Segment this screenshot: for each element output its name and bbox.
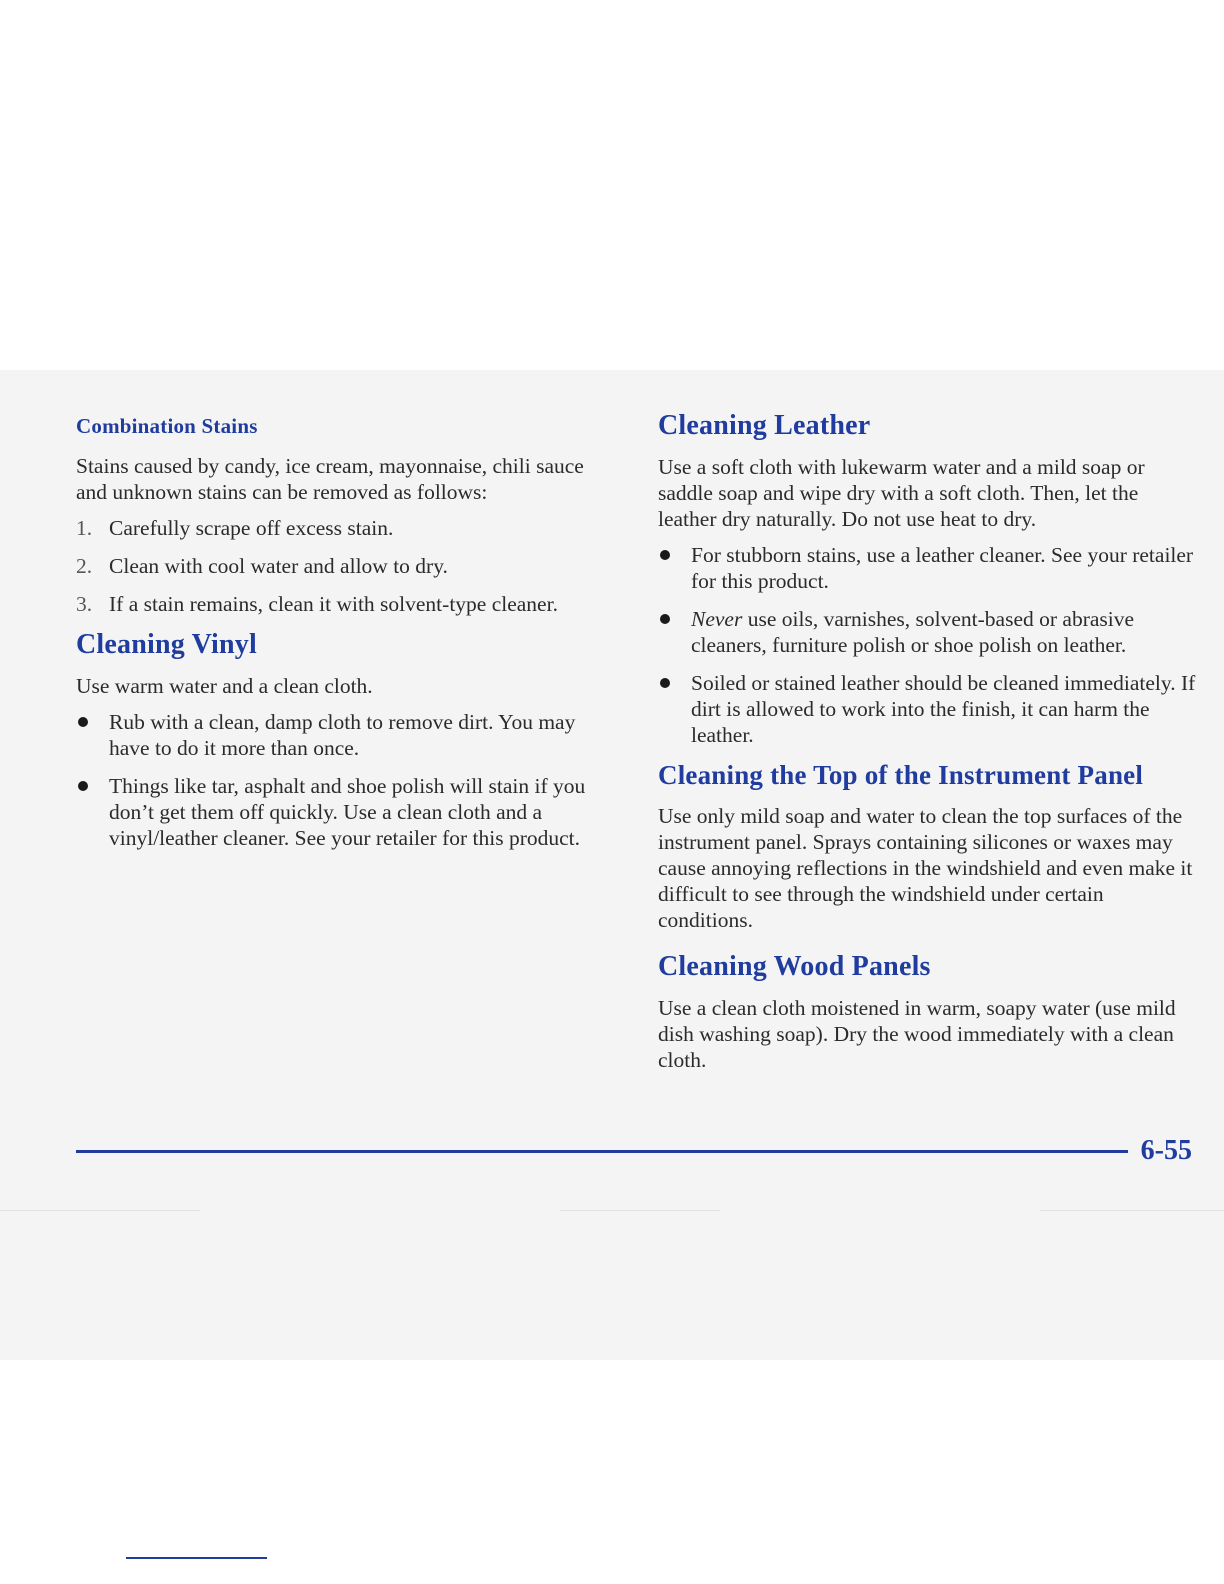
left-column — [76, 414, 616, 863]
bullet-text: Soiled or stained leather should be cleaned immediately. If dirt is allowed to work into the finish, it can harm the leather. — [691, 671, 1196, 747]
combination-stains-intro: Stains caused by candy, ice cream, mayonnaise, chili sauce and unknown stains can be removed as follows: — [76, 454, 584, 504]
list-item — [76, 591, 616, 617]
step-number: 1. — [76, 516, 93, 540]
bullet-text — [691, 606, 1198, 658]
faint-divider — [0, 1210, 200, 1211]
cleaning-leather-title: Cleaning Leather — [658, 410, 871, 441]
list-item — [76, 515, 616, 541]
combination-steps-list — [76, 515, 616, 617]
footer-rule — [76, 1150, 1128, 1153]
bullet-icon — [76, 773, 109, 851]
instrument-panel-body: Use only mild soap and water to clean the top surfaces of the instrument panel. Sprays containing silicones or waxes may cause annoying reflections in the windshield and even make it difficult to see through the windshield under certain conditions. — [658, 804, 1193, 932]
list-item — [658, 670, 1198, 748]
step-text: Carefully scrape off excess stain. — [109, 516, 394, 540]
faint-divider — [1040, 1210, 1224, 1211]
bullet-text: Rub with a clean, damp cloth to remove dirt. You may have to do it more than once. — [109, 710, 576, 760]
step-number: 2. — [76, 554, 93, 578]
list-item — [76, 709, 616, 761]
vinyl-bullets-list — [76, 709, 616, 851]
page-number: 6-55 — [1140, 1135, 1192, 1166]
list-item — [76, 553, 616, 579]
instrument-panel-title: Cleaning the Top of the Instrument Panel — [658, 760, 1144, 790]
list-item — [76, 773, 616, 851]
bullet-icon — [658, 542, 691, 594]
leather-bullets-list — [658, 542, 1198, 748]
bullet-icon — [658, 606, 691, 658]
bullet-text: For stubborn stains, use a leather cleaner. See your retailer for this product. — [691, 543, 1194, 593]
emphasis-never: Never — [691, 607, 743, 631]
list-item — [658, 606, 1198, 658]
wood-panels-title: Cleaning Wood Panels — [658, 951, 931, 982]
list-item — [658, 542, 1198, 594]
combination-stains-title: Combination Stains — [76, 414, 258, 438]
bullet-text-rest: use oils, varnishes, solvent-based or abrasive cleaners, furniture polish or shoe polish on leather. — [691, 607, 1135, 657]
step-number: 3. — [76, 592, 93, 616]
cleaning-leather-intro: Use a soft cloth with lukewarm water and a mild soap or saddle soap and wipe dry with a soft cloth. Then, let the leather dry naturally. Do not use heat to dry. — [658, 455, 1145, 531]
right-column — [658, 410, 1198, 1083]
step-text: If a stain remains, clean it with solvent-type cleaner. — [109, 592, 558, 616]
footer-underline — [126, 1557, 267, 1559]
faint-divider — [560, 1210, 720, 1211]
bullet-icon — [76, 709, 109, 761]
step-text: Clean with cool water and allow to dry. — [109, 554, 448, 578]
bullet-icon — [658, 670, 691, 748]
cleaning-vinyl-intro: Use warm water and a clean cloth. — [76, 674, 373, 698]
cleaning-vinyl-title: Cleaning Vinyl — [76, 629, 257, 660]
wood-panels-body: Use a clean cloth moistened in warm, soapy water (use mild dish washing soap). Dry the wood immediately with a clean cloth. — [658, 996, 1176, 1072]
bullet-text: Things like tar, asphalt and shoe polish will stain if you don’t get them off quickly. Use a clean cloth and a vinyl/leather cleaner. See your retailer for this product. — [109, 774, 586, 850]
